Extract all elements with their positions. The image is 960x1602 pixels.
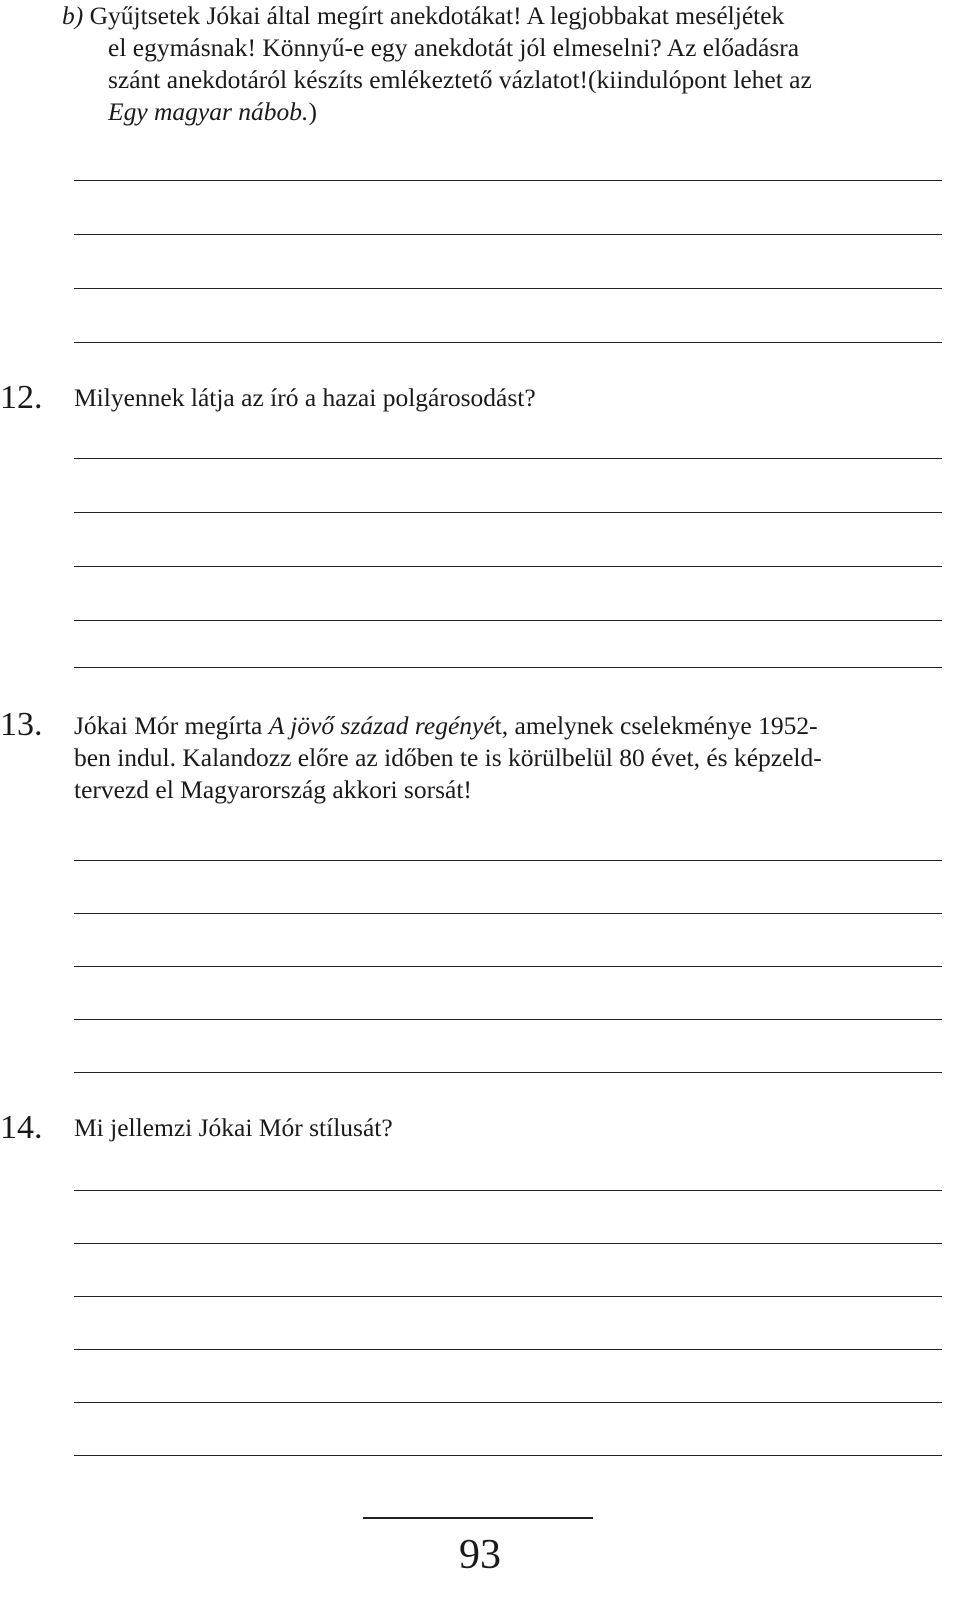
page-number: 93 [459, 1532, 501, 1578]
question-14-text: Mi jellemzi Jókai Mór stílusát? [74, 1113, 393, 1142]
question-13-title-italic: A jövő század regényé [268, 711, 495, 740]
question-12-text: Milyennek látja az író a hazai polgárosodást? [74, 383, 536, 412]
item-b-line-2: el egymásnak! Könnyű-e egy anekdotát jól elmeselni? Az előadásra [108, 33, 800, 62]
answer-line[interactable] [74, 566, 942, 567]
answer-line[interactable] [74, 512, 942, 513]
answer-line[interactable] [74, 860, 942, 861]
question-13-line-1 [74, 710, 954, 742]
answer-line[interactable] [74, 1296, 942, 1297]
answer-line[interactable] [74, 667, 942, 668]
question-13-text [74, 710, 954, 806]
answer-line[interactable] [74, 458, 942, 459]
answer-line[interactable] [74, 180, 942, 181]
answer-line[interactable] [74, 913, 942, 914]
question-13-line-2: ben indul. Kalandozz előre az időben te is körülbelül 80 évet, és képzeld- [74, 743, 822, 772]
item-b-line-4 [62, 96, 942, 128]
footer-rule [363, 1517, 593, 1519]
question-13-text-a: Jókai Mór megírta [74, 711, 269, 740]
answer-line[interactable] [74, 1243, 942, 1244]
answer-line[interactable] [74, 1402, 942, 1403]
answer-line[interactable] [74, 234, 942, 235]
question-12-number: 12. [0, 379, 43, 416]
answer-line[interactable] [74, 1072, 942, 1073]
answer-line[interactable] [74, 1455, 942, 1456]
question-13-number: 13. [0, 706, 43, 743]
question-13-text-b: t, amelynek cselekménye 1952- [494, 711, 818, 740]
item-b-closing: ) [308, 97, 317, 126]
item-b-title-italic: Egy magyar nábob. [108, 97, 309, 126]
answer-line[interactable] [74, 1349, 942, 1350]
item-b [62, 0, 942, 128]
answer-line[interactable] [74, 620, 942, 621]
item-b-text-1: Gyűjtsetek Jókai által megírt anekdotákat! A legjobbakat meséljétek [89, 1, 785, 30]
answer-line[interactable] [74, 1019, 942, 1020]
item-b-line-3: szánt anekdotáról készíts emlékeztető vázlatot!(kiindulópont lehet az [108, 65, 812, 94]
item-b-line-1 [62, 0, 942, 32]
answer-line[interactable] [74, 1190, 942, 1191]
answer-line[interactable] [74, 288, 942, 289]
question-13-line-3: tervezd el Magyarország akkori sorsát! [74, 775, 472, 804]
item-b-marker: b) [62, 1, 84, 30]
question-14-number: 14. [0, 1109, 43, 1146]
answer-line[interactable] [74, 966, 942, 967]
answer-line[interactable] [74, 342, 942, 343]
